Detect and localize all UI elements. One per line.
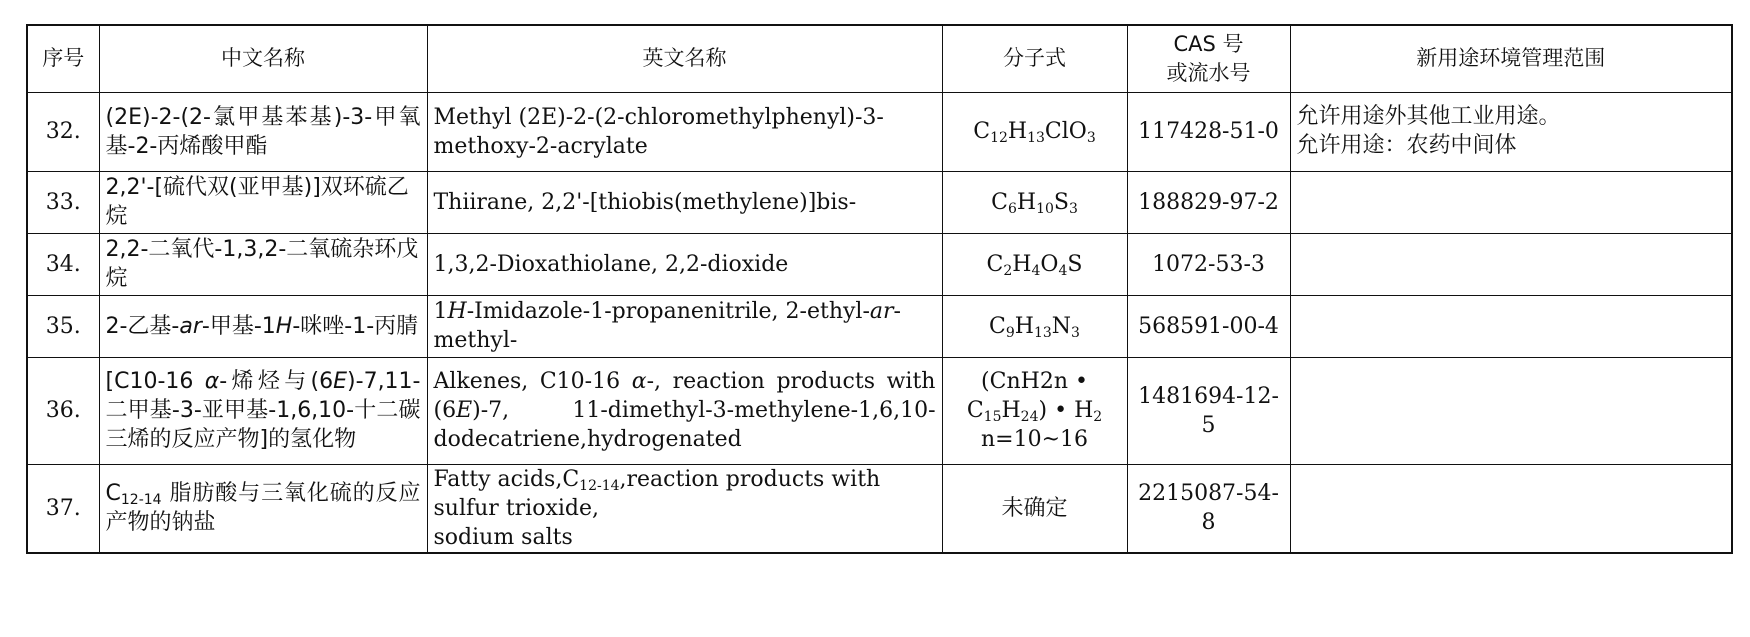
row-en-name: Thiirane, 2,2'-[thiobis(methylene)]bis- xyxy=(427,171,942,233)
row-formula: $C_{12}H_{13}ClO_3$ xyxy=(942,92,1127,171)
header-seq: 序号 xyxy=(27,25,99,92)
row-formula: $C_2H_4O_4S$ xyxy=(942,233,1127,295)
row-cn-name: 2,2'-[硫代双(亚甲基)]双环硫乙烷 xyxy=(99,171,427,233)
row-en-name: 1,3,2-Dioxathiolane, 2,2-dioxide xyxy=(427,233,942,295)
row-scope xyxy=(1290,171,1732,233)
table-row xyxy=(27,295,1732,357)
table-row xyxy=(27,233,1732,295)
header-row xyxy=(27,25,1732,92)
row-scope xyxy=(1290,357,1732,464)
row-seq: 35. xyxy=(27,295,99,357)
row-seq: 36. xyxy=(27,357,99,464)
table-row xyxy=(27,464,1732,553)
row-en-name: Fatty $acids,C_{12-14},reaction$ products with sulfur trioxide, sodium salts xyxy=(427,464,942,553)
row-cas: 1072-53-3 xyxy=(1127,233,1290,295)
header-cn-name: 中文名称 xyxy=(99,25,427,92)
row-seq: 33. xyxy=(27,171,99,233)
row-cas: 188829-97-2 xyxy=(1127,171,1290,233)
row-cas: 2215087-54-8 xyxy=(1127,464,1290,553)
header-en-name: 英文名称 xyxy=(427,25,942,92)
header-cas-line1: CAS 号 xyxy=(1173,31,1244,56)
row-seq: 32. xyxy=(27,92,99,171)
row-scope xyxy=(1290,92,1732,171)
row-cn-name: 2,2-二氧代-1,3,2-二氧硫杂环戊烷 xyxy=(99,233,427,295)
table-row xyxy=(27,357,1732,464)
row-cn-name: $C_{12-14}$ 脂肪酸与三氧化硫的反应产物的钠盐 xyxy=(99,464,427,553)
header-scope: 新用途环境管理范围 xyxy=(1290,25,1732,92)
row-en-name: Methyl (2E)-2-(2-chloromethylphenyl)-3-methoxy-2-acrylate xyxy=(427,92,942,171)
row-scope xyxy=(1290,295,1732,357)
substance-table xyxy=(26,24,1733,554)
row-seq: 37. xyxy=(27,464,99,553)
row-scope xyxy=(1290,464,1732,553)
row-cas: 1481694-12-5 xyxy=(1127,357,1290,464)
row-en-name: 1H-Imidazole-1-propanenitrile, 2-ethyl-ar-methyl- xyxy=(427,295,942,357)
table-row xyxy=(27,92,1732,171)
row-seq: 34. xyxy=(27,233,99,295)
scope-line2: 允许用途：农药中间体 xyxy=(1296,132,1517,158)
row-formula: (CnH2n • $C_{15}H_{24}$) • $H_2$ n=10~16 xyxy=(942,357,1127,464)
header-cas-line2: 或流水号 xyxy=(1166,60,1251,85)
row-scope xyxy=(1290,233,1732,295)
header-cas xyxy=(1127,25,1290,92)
row-cn-name: [C10-16 α-烯烃与(6E)-7,11-二甲基-3-亚甲基-1,6,10-十二碳三烯的反应产物]的氢化物 xyxy=(99,357,427,464)
row-cas: 568591-00-4 xyxy=(1127,295,1290,357)
row-en-name: Alkenes, C10-16 α-, reaction products with (6E)-7, 11-dimethyl-3-methylene-1,6,10-dodecatriene,hydrogenated xyxy=(427,357,942,464)
header-formula: 分子式 xyxy=(942,25,1127,92)
scope-line1: 允许用途外其他工业用途。 xyxy=(1296,103,1561,129)
row-formula: $C_6H_{10}S_3$ xyxy=(942,171,1127,233)
row-cn-name: 2-乙基-ar-甲基-1H-咪唑-1-丙腈 xyxy=(99,295,427,357)
table-row xyxy=(27,171,1732,233)
row-cas: 117428-51-0 xyxy=(1127,92,1290,171)
row-formula: $C_9H_{13}N_3$ xyxy=(942,295,1127,357)
row-cn-name: (2E)-2-(2-氯甲基苯基)-3-甲氧基-2-丙烯酸甲酯 xyxy=(99,92,427,171)
row-formula: 未确定 xyxy=(942,464,1127,553)
